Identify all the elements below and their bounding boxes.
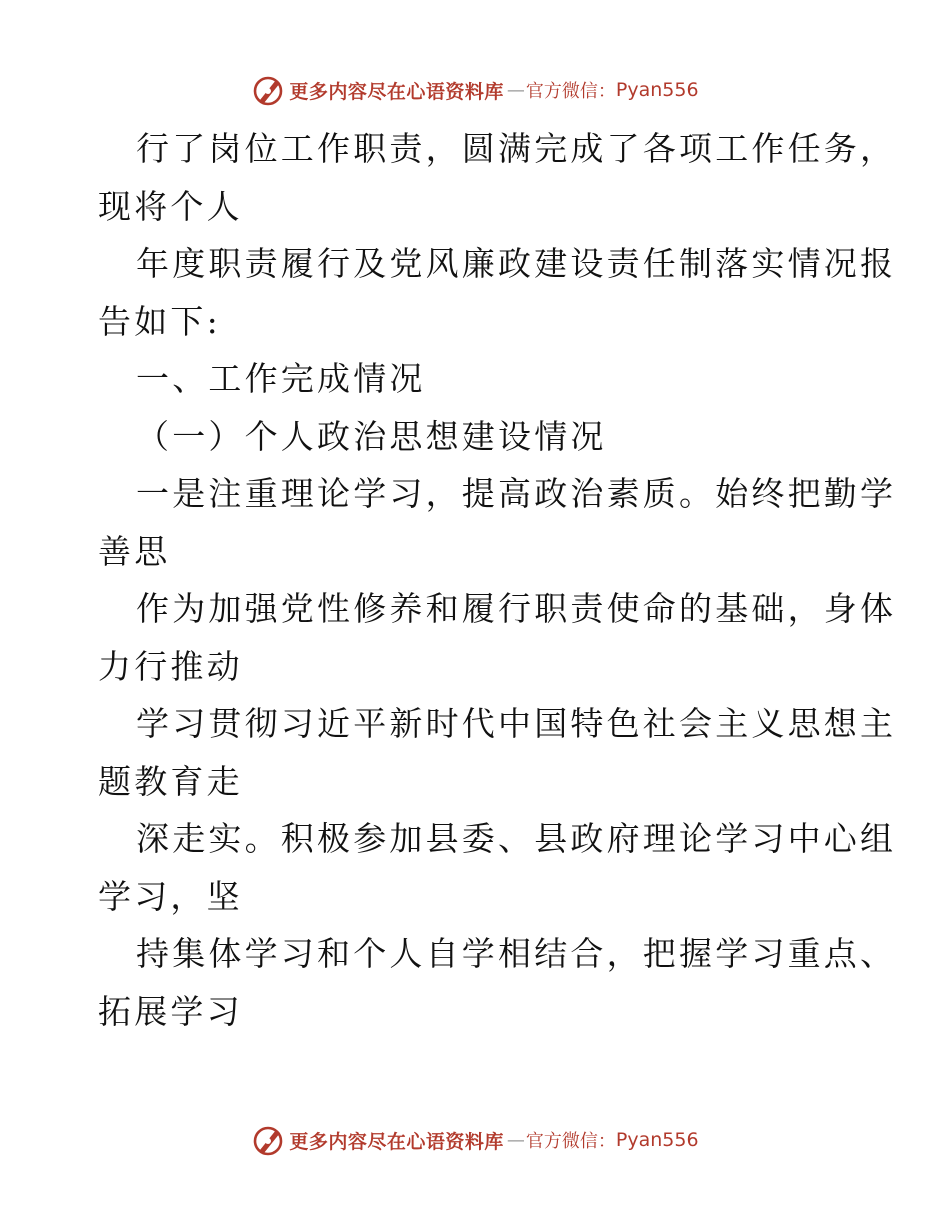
text-line: 告如下: (98, 301, 221, 341)
text-line: 现将个人 (98, 186, 243, 226)
text-line: 学习贯彻习近平新时代中国特色社会主义思想主 (136, 704, 897, 743)
text-line: 善思 (98, 531, 171, 571)
text-line: 行了岗位工作职责，圆满完成了各项工作任务， (136, 129, 897, 168)
header-banner (0, 70, 950, 110)
header-separator: — (506, 79, 523, 101)
header-wechat-label: 官方微信： (525, 81, 616, 102)
text-line: 深走实。积极参加县委、县政府理论学习中心组 (136, 819, 897, 858)
pen-logo-icon (251, 1123, 285, 1157)
section-heading: 一、工作完成情况 (136, 359, 426, 398)
footer-banner (0, 1120, 950, 1160)
pen-logo-icon (251, 73, 285, 107)
header-brand-text: 更多内容尽在心语资料库 (289, 80, 504, 103)
footer-wechat-label: 官方微信： (525, 1131, 616, 1152)
text-line: 力行推动 (98, 646, 243, 686)
subsection-heading: （一）个人政治思想建设情况 (136, 416, 607, 456)
footer-separator: — (506, 1129, 523, 1151)
text-line: 年度职责履行及党风廉政建设责任制落实情况报 (136, 244, 897, 283)
text-line: 一是注重理论学习，提高政治素质。始终把勤学 (136, 474, 897, 513)
text-line: 学习，坚 (98, 876, 243, 916)
footer-wechat-id: Pyan556 (615, 1129, 699, 1151)
text-line: 持集体学习和个人自学相结合，把握学习重点、 (136, 934, 897, 973)
text-line: 作为加强党性修养和履行职责使命的基础，身体 (136, 589, 897, 628)
header-wechat-id: Pyan556 (615, 79, 699, 101)
document-body (98, 120, 897, 1040)
text-line: 拓展学习 (98, 991, 243, 1031)
text-line: 题教育走 (98, 761, 243, 801)
footer-brand-text: 更多内容尽在心语资料库 (289, 1130, 504, 1153)
